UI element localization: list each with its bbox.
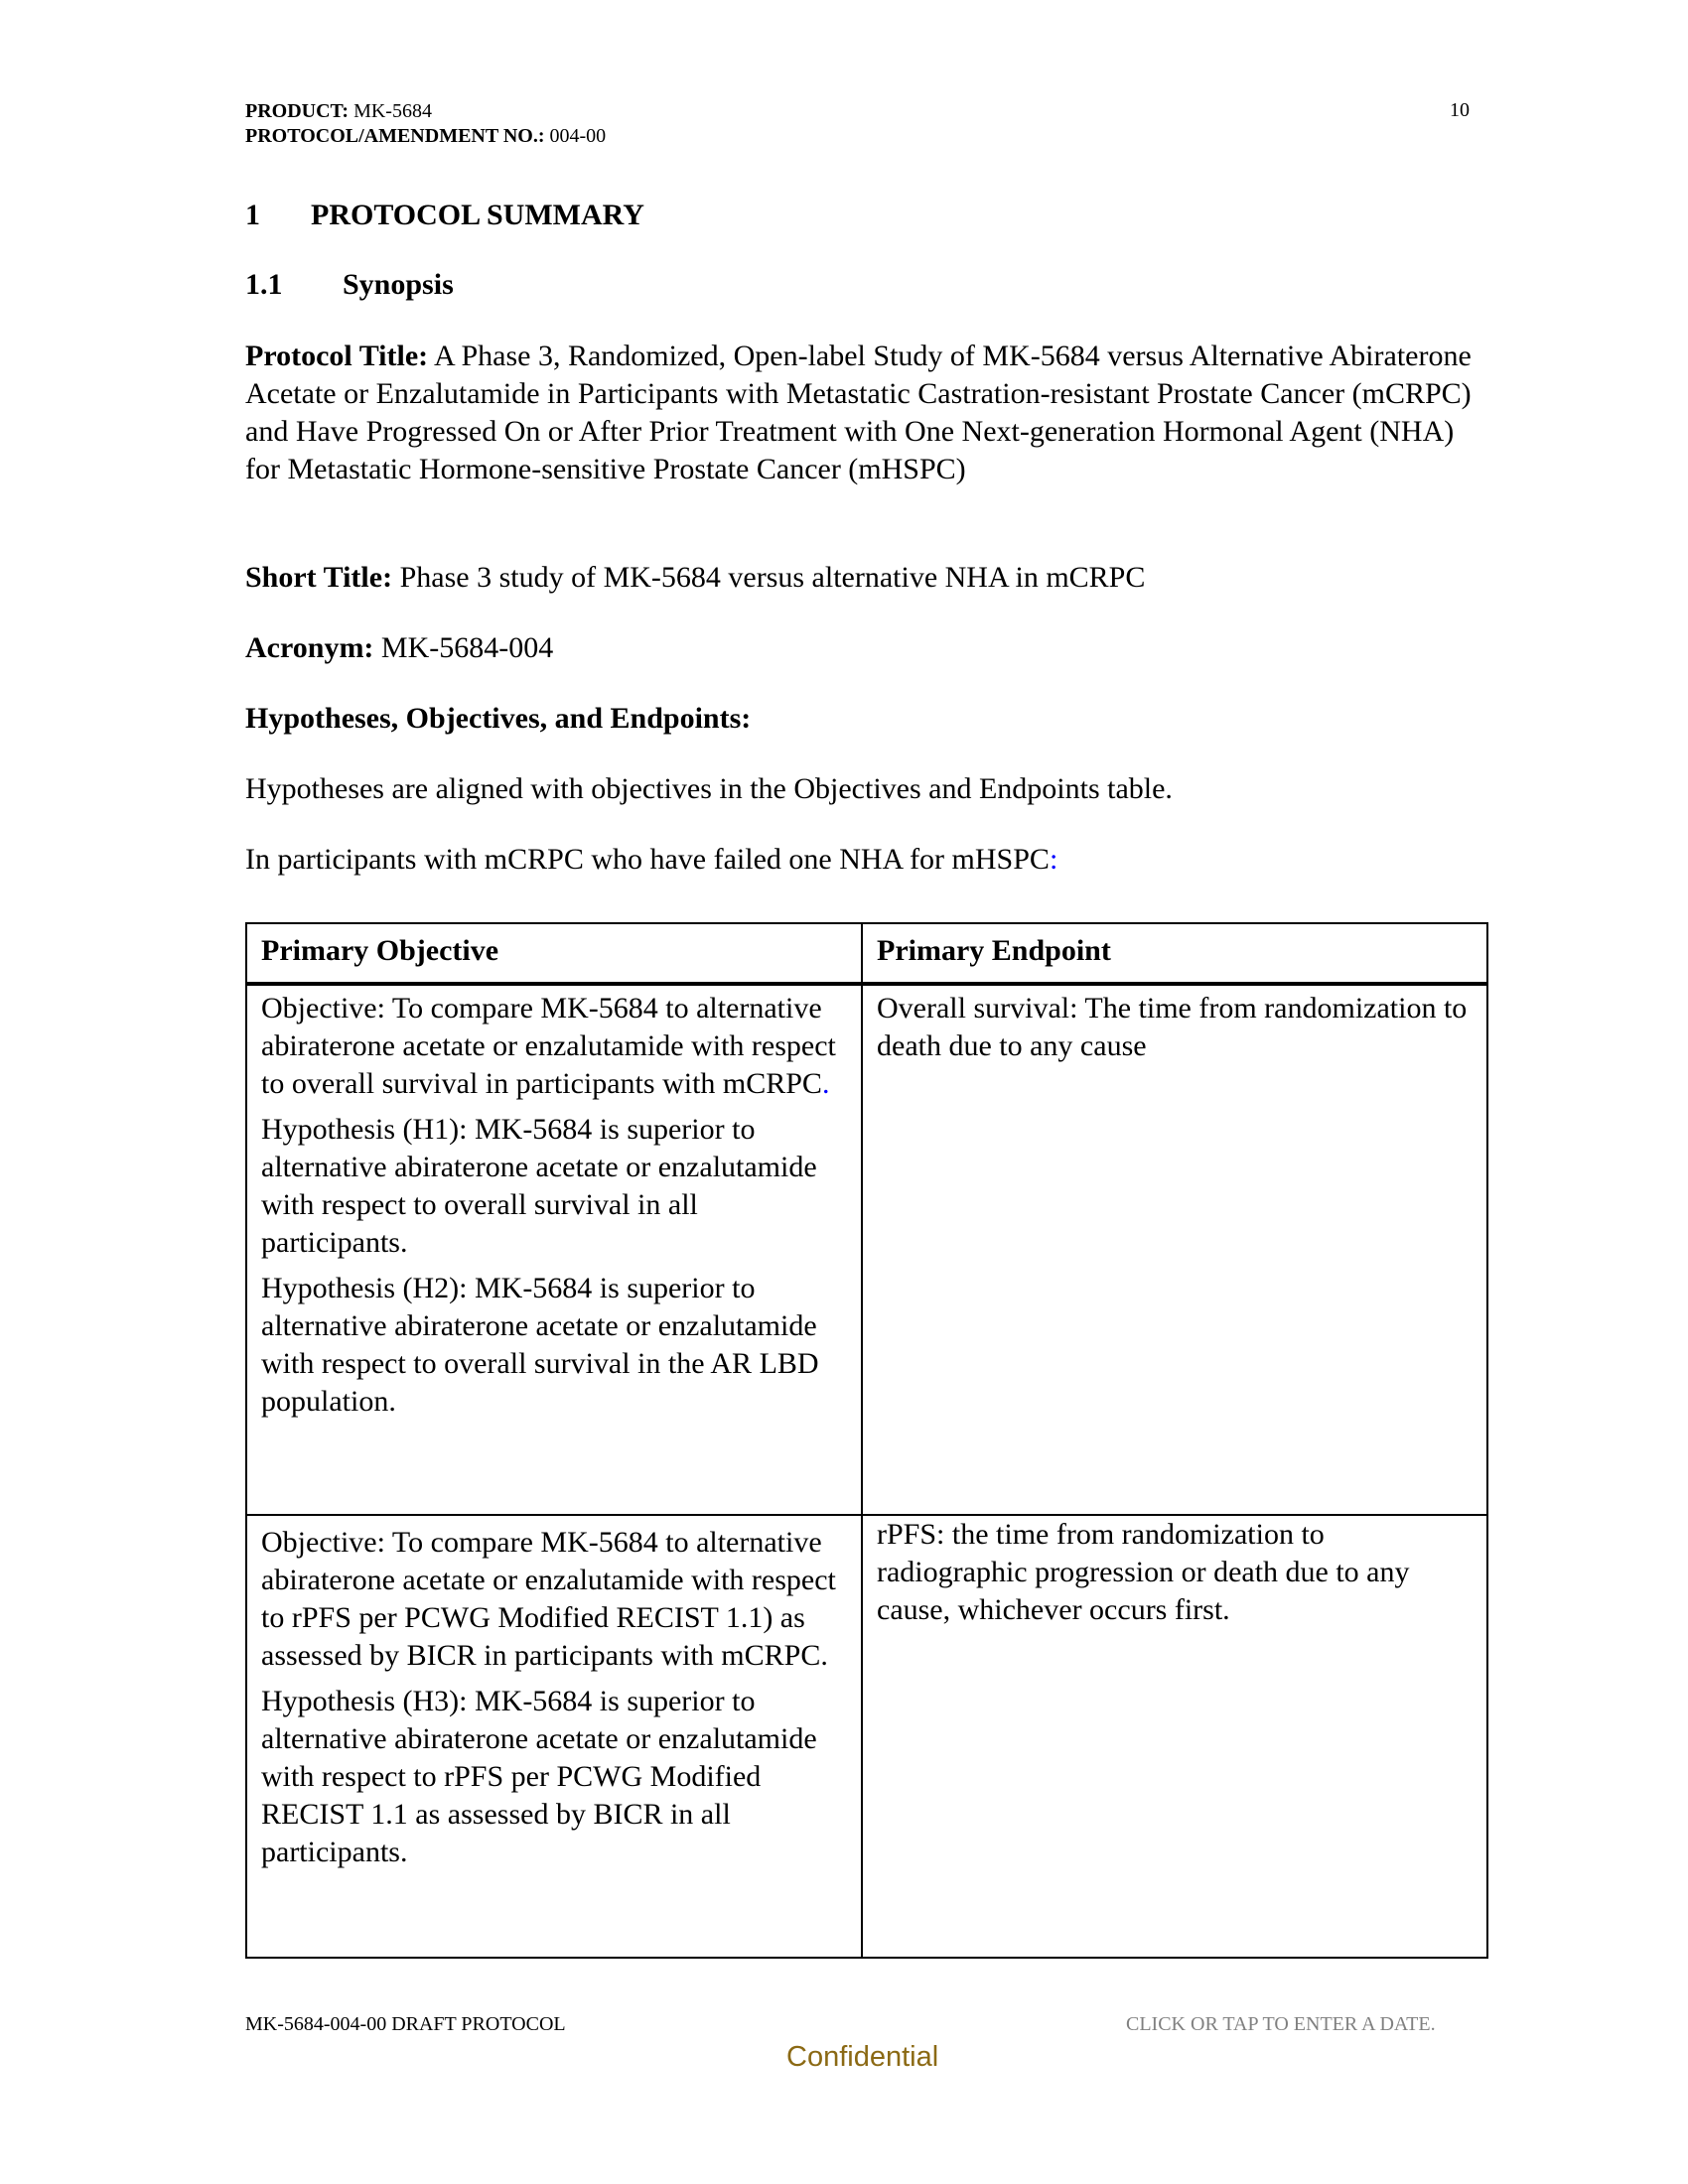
hypotheses-intro: Hypotheses are aligned with objectives in the Objectives and Endpoints table. — [245, 772, 1173, 805]
short-title-label: Short Title: — [245, 561, 393, 594]
participants-intro-punct: : — [1049, 843, 1058, 876]
product-label: PRODUCT: — [245, 100, 350, 122]
header-protocol — [245, 124, 606, 149]
acronym-paragraph — [245, 629, 1491, 667]
subsection-heading — [245, 268, 454, 302]
objective-text — [261, 990, 847, 1103]
table-header-row — [246, 923, 1487, 984]
protocol-label: PROTOCOL/AMENDMENT NO.: — [245, 125, 545, 147]
objective-cell — [246, 984, 862, 1515]
objectives-endpoints-table — [245, 922, 1488, 1959]
participants-intro-text: In participants with mCRPC who have failed one NHA for mHSPC — [245, 843, 1050, 876]
hypothesis-h3: Hypothesis (H3): MK-5684 is superior to alternative abiraterone acetate or enzalutamide with respect to rPFS per PCWG Modified RECIST 1.1 as assessed by BICR in all participants. — [261, 1685, 817, 1868]
acronym-text: MK-5684-004 — [373, 631, 554, 664]
endpoint-text: rPFS: the time from randomization to radiographic progression or death due to any cause, whichever occurs first. — [877, 1518, 1410, 1626]
objective-text: Objective: To compare MK-5684 to alternative abiraterone acetate or enzalutamide with respect to rPFS per PCWG Modified RECIST 1.1) as assessed by BICR in participants with mCRPC. — [261, 1526, 836, 1672]
product-value: MK-5684 — [349, 100, 432, 122]
hypotheses-heading — [245, 700, 1491, 738]
section-heading — [245, 199, 644, 232]
section-title: PROTOCOL SUMMARY — [311, 199, 644, 231]
subsection-title: Synopsis — [343, 268, 454, 301]
hypothesis-h1: Hypothesis (H1): MK-5684 is superior to alternative abiraterone acetate or enzalutamide with respect to overall survival in all participants. — [261, 1113, 817, 1259]
protocol-value: 004-00 — [544, 125, 607, 147]
table-row — [246, 1515, 1487, 1958]
endpoint-cell — [862, 984, 1487, 1515]
objective-text-body: Objective: To compare MK-5684 to alternative abiraterone acetate or enzalutamide with respect to overall survival in participants with mCRPC — [261, 992, 836, 1100]
header-primary-endpoint: Primary Endpoint — [862, 923, 1487, 984]
header-product — [245, 99, 432, 124]
footer-date-placeholder[interactable]: CLICK OR TAP TO ENTER A DATE. — [1126, 2013, 1436, 2035]
section-number: 1 — [245, 199, 260, 231]
short-title-paragraph — [245, 559, 1491, 597]
header-primary-objective: Primary Objective — [246, 923, 862, 984]
protocol-title-text: A Phase 3, Randomized, Open-label Study of MK-5684 versus Alternative Abiraterone Acetate or Enzalutamide in Participants with Metastatic Castration-resistant Prostate Cancer (mCRPC) and Have Progressed On or After Prior Treatment with One Next-generation Hormonal Agent (NHA) for Metastatic Hormone-sensitive Prostate Cancer (mHSPC) — [245, 340, 1472, 485]
subsection-number: 1.1 — [245, 268, 283, 301]
hypotheses-heading-text: Hypotheses, Objectives, and Endpoints: — [245, 702, 752, 735]
acronym-label: Acronym: — [245, 631, 374, 664]
objective-punct: . — [821, 1067, 830, 1100]
endpoint-cell — [862, 1515, 1487, 1958]
protocol-title-label: Protocol Title: — [245, 340, 429, 372]
table-row — [246, 984, 1487, 1515]
endpoint-text: Overall survival: The time from randomization to death due to any cause — [877, 992, 1468, 1062]
participants-intro — [245, 841, 1491, 879]
protocol-title-paragraph — [245, 338, 1491, 488]
footer-document-id: MK-5684-004-00 DRAFT PROTOCOL — [245, 2013, 566, 2035]
objective-cell — [246, 1515, 862, 1958]
confidential-label: Confidential — [786, 2041, 939, 2073]
page-number: 10 — [1450, 99, 1470, 121]
short-title-text: Phase 3 study of MK-5684 versus alternative NHA in mCRPC — [392, 561, 1146, 594]
hypothesis-h2: Hypothesis (H2): MK-5684 is superior to alternative abiraterone acetate or enzalutamide with respect to overall survival in the AR LBD population. — [261, 1272, 819, 1418]
